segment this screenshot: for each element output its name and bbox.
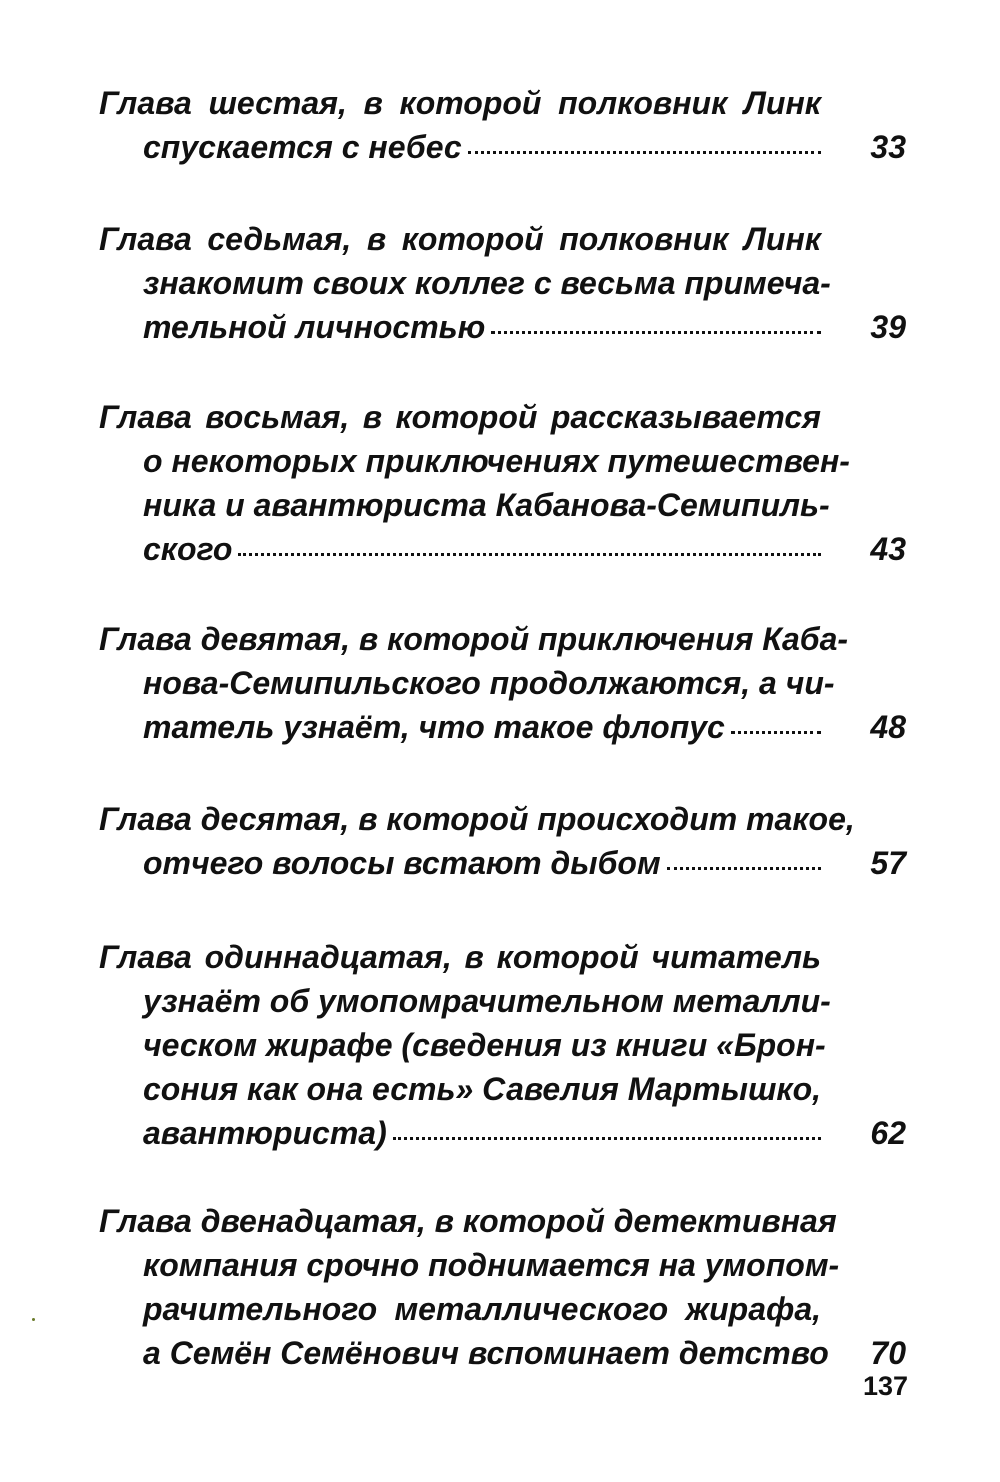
toc-entry-line-text: а Семён Семёнович вспоминает детство bbox=[143, 1335, 829, 1371]
toc-entry-line: Глава двенадцатая, в которой детективная bbox=[99, 1203, 837, 1239]
toc-entry-line: нова-Семипильского продолжаются, а чи- bbox=[143, 665, 835, 701]
toc-page-number: 57 bbox=[870, 845, 906, 881]
toc-entry-line-text: спускается с небес bbox=[143, 129, 462, 165]
toc-entry-line: знакомит своих коллег с весьма примеча- bbox=[143, 265, 831, 301]
toc-entry-line: о некоторых приключениях путешествен- bbox=[143, 443, 850, 479]
toc-entry-line-text: тельной личностью bbox=[143, 309, 486, 345]
page-folio-number: 137 bbox=[862, 1371, 908, 1401]
dot-leader bbox=[667, 867, 821, 870]
scan-speck bbox=[32, 1318, 35, 1321]
toc-entry-line-text: татель узнаёт, что такое флопус bbox=[143, 709, 725, 745]
toc-entry-line: Глава десятая, в которой происходит такое, bbox=[99, 801, 855, 837]
toc-entry-line bbox=[143, 1110, 821, 1156]
toc-entry-line: Глава одиннадцатая, в которой читатель bbox=[99, 939, 821, 975]
toc-page-number: 48 bbox=[870, 709, 906, 745]
toc-page-number: 33 bbox=[870, 129, 906, 165]
toc-entry-line-text: отчего волосы встают дыбом bbox=[143, 845, 661, 881]
toc-entry-line: компания срочно поднимается на умопом- bbox=[143, 1247, 840, 1283]
toc-entry-line: Глава девятая, в которой приключения Каба- bbox=[99, 621, 849, 657]
dot-leader bbox=[731, 731, 821, 734]
toc-entry-line: сония как она есть» Савелия Мартышко, bbox=[143, 1071, 822, 1107]
toc-entry-line bbox=[143, 304, 821, 350]
toc-entry-line-text: авантюриста) bbox=[143, 1115, 387, 1151]
toc-entry-line bbox=[143, 1330, 829, 1376]
toc-page-number: 62 bbox=[870, 1115, 906, 1151]
toc-entry-line bbox=[143, 526, 821, 572]
toc-entry-line: рачительного металлического жирафа, bbox=[143, 1291, 821, 1327]
dot-leader bbox=[393, 1137, 821, 1140]
toc-page-number: 70 bbox=[870, 1335, 906, 1371]
dot-leader bbox=[238, 553, 821, 556]
toc-entry-line: Глава восьмая, в которой рассказывается bbox=[99, 399, 821, 435]
toc-entry-line-text: ского bbox=[143, 531, 233, 567]
toc-entry-line: ника и авантюриста Кабанова-Семипиль- bbox=[143, 487, 830, 523]
toc-entry-line: Глава шестая, в которой полковник Линк bbox=[99, 85, 821, 121]
toc-entry-line bbox=[143, 124, 821, 170]
dot-leader bbox=[491, 331, 821, 334]
toc-entry-line: узнаёт об умопомрачительном металли- bbox=[143, 983, 831, 1019]
dot-leader bbox=[468, 151, 821, 154]
toc-entry-line bbox=[143, 704, 821, 750]
toc-page-number: 43 bbox=[870, 531, 906, 567]
toc-entry-line: Глава седьмая, в которой полковник Линк bbox=[99, 221, 821, 257]
toc-entry-line: ческом жирафе (сведения из книги «Брон- bbox=[143, 1027, 826, 1063]
toc-page-number: 39 bbox=[870, 309, 906, 345]
toc-entry-line bbox=[143, 840, 821, 886]
